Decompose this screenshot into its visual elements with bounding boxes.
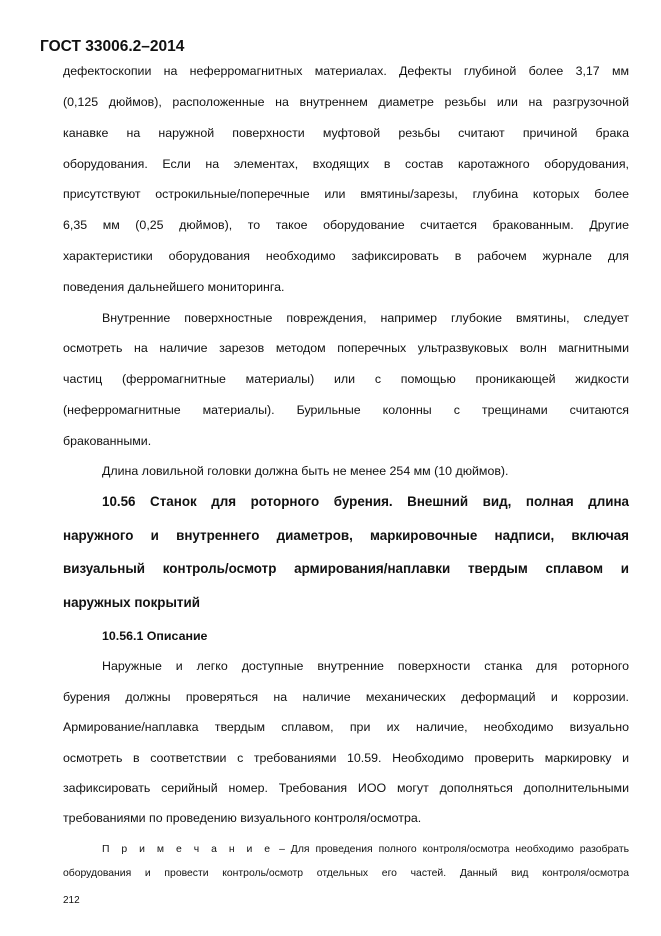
body-line: Длина ловильной головки должна быть не менее 254 мм (10 дюймов). (102, 464, 509, 478)
body-line: Армирование/наплавка твердым сплавом, при их наличие, необходимо визуально (63, 720, 629, 734)
body-line: бракованными. (63, 434, 152, 448)
document-header: ГОСТ 33006.2–2014 (40, 38, 185, 55)
body-line: Внутренние поверхностные повреждения, например глубокие вмятины, следует (102, 311, 629, 325)
note-label: П р и м е ч а н и е (102, 844, 274, 855)
body-line: 6,35 мм (0,25 дюймов), то такое оборудование считается бракованным. Другие (63, 218, 629, 232)
body-line: оборудования. Если на элементах, входящих в состав каротажного оборудования, (63, 157, 629, 171)
body-line: характеристики оборудования необходимо зафиксировать в рабочем журнале для (63, 249, 629, 263)
page-number: 212 (63, 895, 80, 906)
body-line: осмотреть на наличие зарезов методом поперечных ультразвуковых волн магнитными (63, 341, 629, 355)
section-heading: наружного и внутреннего диаметров, маркировочные надписи, включая (63, 528, 629, 543)
note-line: оборудования и провести контроль/осмотр отдельных его частей. Данный вид контроля/осмотра (63, 868, 629, 879)
body-line: присутствуют острокильные/поперечные или вмятины/зарезы, глубина которых более (63, 187, 629, 201)
body-line: требованиями по проведению визуального контроля/осмотра. (63, 811, 422, 825)
body-line: дефектоскопии на неферромагнитных материалах. Дефекты глубиной более 3,17 мм (63, 64, 629, 78)
body-line: зафиксировать серийный номер. Требования ИОО могут дополняться дополнительными (63, 781, 629, 795)
section-heading: визуальный контроль/осмотр армирования/наплавки твердым сплавом и (63, 561, 629, 576)
body-line: поведения дальнейшего мониторинга. (63, 280, 285, 294)
body-line: (неферромагнитные материалы). Бурильные колонны с трещинами считаются (63, 403, 629, 417)
subsection-heading: 10.56.1 Описание (102, 629, 208, 643)
body-line: Наружные и легко доступные внутренние поверхности станка для роторного (102, 659, 629, 673)
note-text: – Для проведения полного контроля/осмотра необходимо разобрать (279, 844, 630, 855)
section-heading: наружных покрытий (63, 595, 200, 610)
note-line (102, 842, 629, 858)
body-line: (0,125 дюймов), расположенные на внутреннем диаметре резьбы или на разгрузочной (63, 95, 629, 109)
body-line: частиц (ферромагнитные материалы) или с помощью проникающей жидкости (63, 372, 629, 386)
body-line: осмотреть в соответствии с требованиями 10.59. Необходимо проверить маркировку и (63, 751, 629, 765)
body-line: канавке на наружной поверхности муфтовой резьбы считают причиной брака (63, 126, 629, 140)
section-heading: 10.56 Станок для роторного бурения. Внешний вид, полная длина (102, 494, 629, 509)
body-line: бурения должны проверяться на наличие механических деформаций и коррозии. (63, 690, 629, 704)
